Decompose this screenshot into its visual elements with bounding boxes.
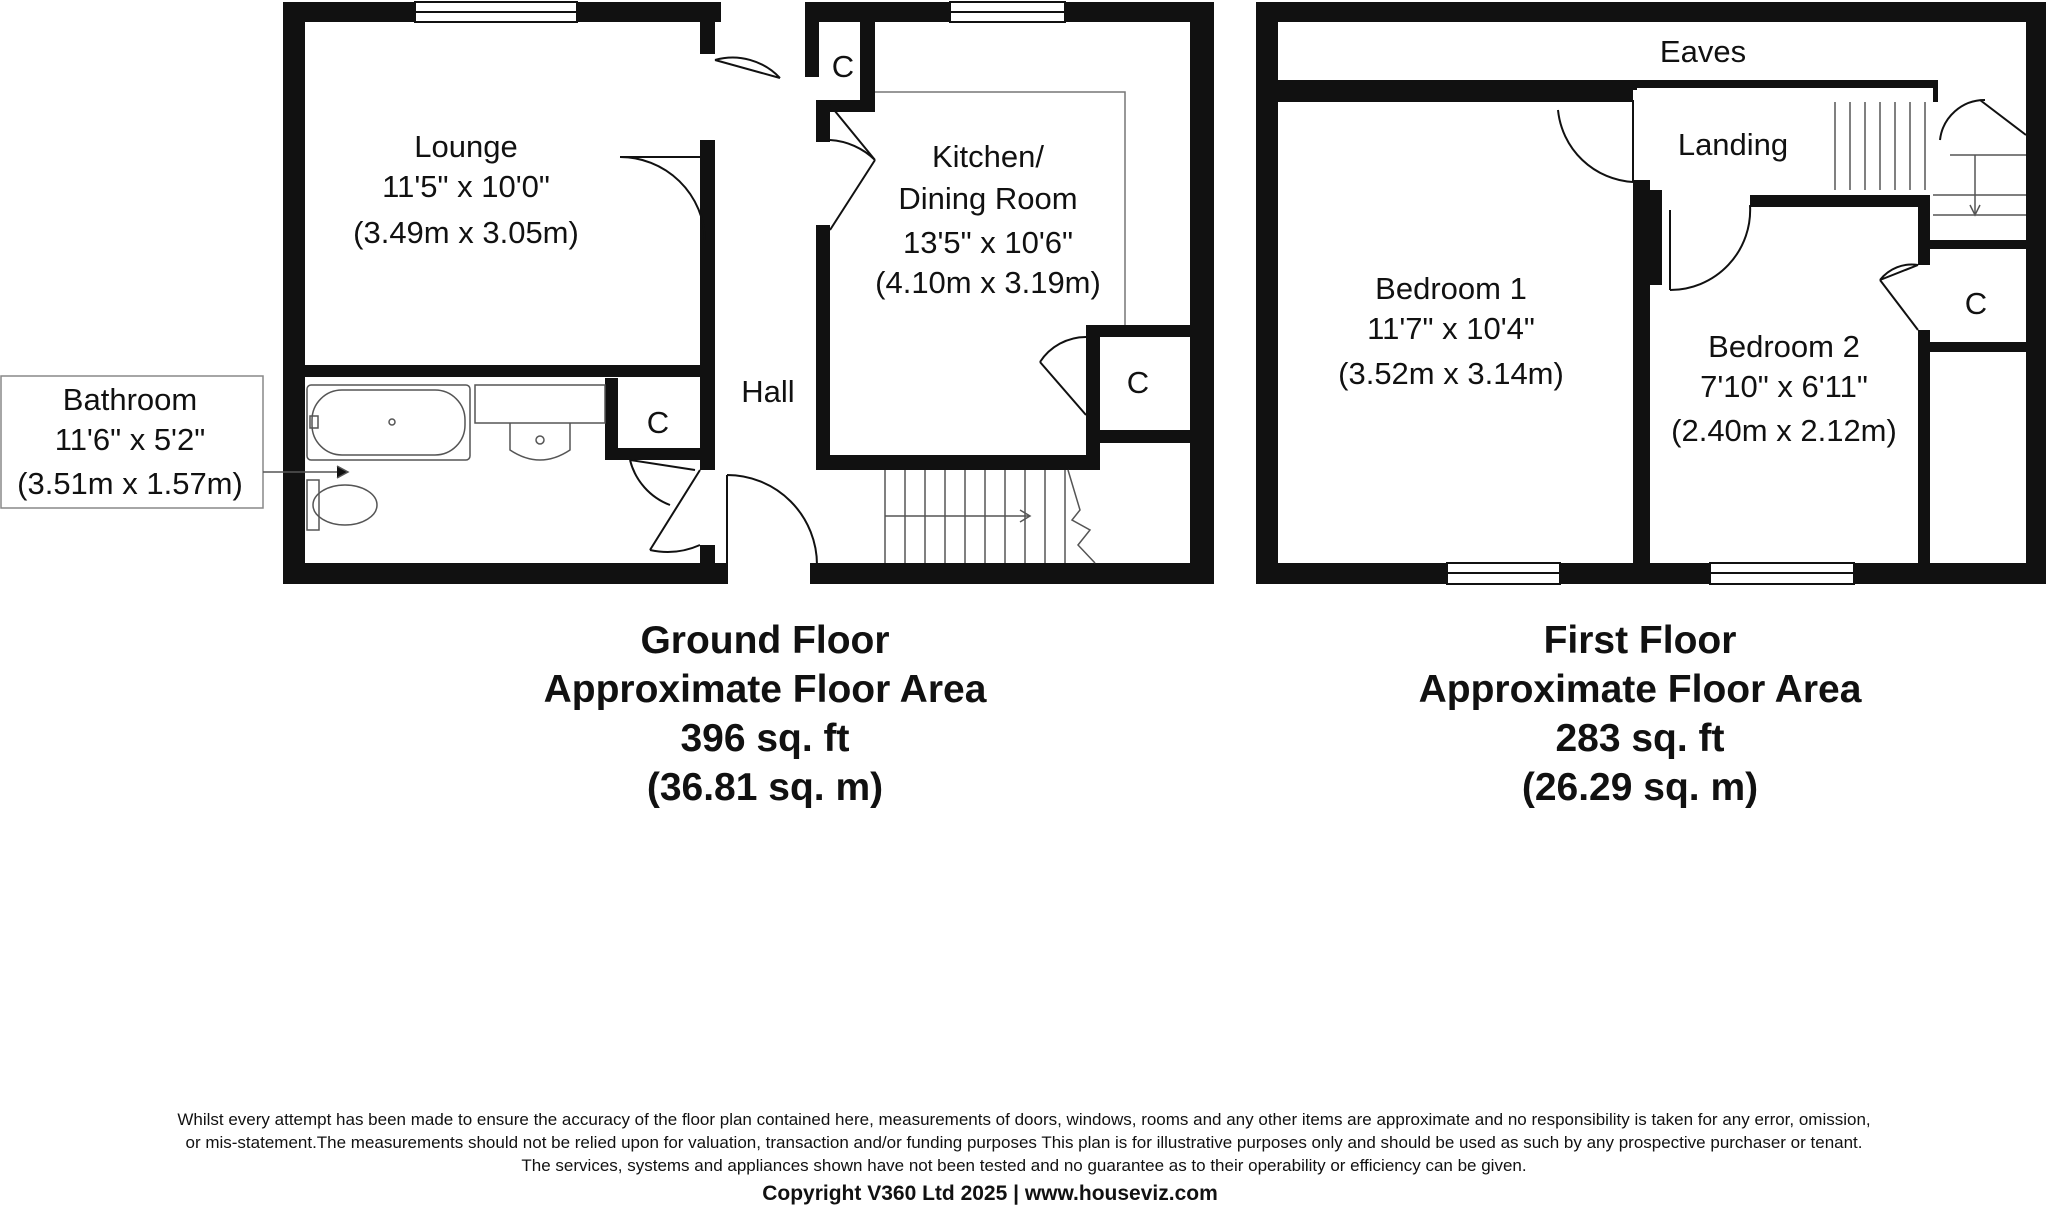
hall-name: Hall	[741, 374, 795, 409]
ground-floor-subtitle: Approximate Floor Area	[543, 668, 987, 711]
bedroom2-metric: (2.40m x 2.12m)	[1671, 413, 1897, 448]
copyright-notice: Copyright V360 Ltd 2025 | www.houseviz.com	[762, 1182, 1218, 1205]
landing-name: Landing	[1677, 127, 1789, 162]
bathroom-imperial: 11'6" x 5'2"	[54, 422, 206, 457]
ground-floor-area-metric: (36.81 sq. m)	[646, 766, 884, 809]
lounge-name: Lounge	[414, 129, 518, 164]
first-floor-area-imperial: 283 sq. ft	[1555, 717, 1725, 760]
ground-floor-stairs	[885, 470, 1095, 563]
ground-floor-caption	[465, 616, 1065, 812]
first-floor-title: First Floor	[1543, 619, 1737, 662]
bathroom-fixtures	[305, 385, 605, 530]
cupboard-label-first-floor: C	[1964, 286, 1988, 321]
bathroom-metric: (3.51m x 1.57m)	[17, 466, 243, 501]
lounge-imperial: 11'5" x 10'0"	[382, 169, 550, 204]
bedroom1-metric: (3.52m x 3.14m)	[1338, 356, 1564, 391]
disclaimer	[0, 1108, 2048, 1177]
ground-floor-area-imperial: 396 sq. ft	[680, 717, 850, 760]
first-floor-subtitle: Approximate Floor Area	[1418, 668, 1862, 711]
cupboard-label-bathroom: C	[646, 405, 670, 440]
first-floor-area-metric: (26.29 sq. m)	[1521, 766, 1759, 809]
kitchen-imperial: 13'5" x 10'6"	[902, 225, 1074, 260]
eaves-name: Eaves	[1659, 34, 1747, 69]
cupboard-label-hall: C	[831, 49, 855, 84]
disclaimer-line-3: The services, systems and appliances shown have not been tested and no guarantee as to their operability or efficiency can be given.	[521, 1156, 1527, 1175]
ground-floor-title: Ground Floor	[640, 619, 890, 662]
kitchen-name-line1: Kitchen/	[931, 139, 1045, 174]
first-floor-plan	[1256, 2, 2046, 584]
bedroom2-name: Bedroom 2	[1708, 329, 1860, 364]
ground-floor-plan	[1, 2, 1214, 584]
bedroom1-imperial: 11'7" x 10'4"	[1367, 311, 1535, 346]
disclaimer-line-1: Whilst every attempt has been made to ensure the accuracy of the floor plan contained here, measurements of doors, windows, rooms and any other items are approximate and no responsibility is taken for any error, omission,	[177, 1110, 1871, 1129]
bathroom-name: Bathroom	[62, 382, 198, 417]
disclaimer-line-2: or mis-statement.The measurements should not be relied upon for valuation, transaction and/or funding purposes This plan is for illustrative purposes only and should be used as such by any prospective purchaser or tenant.	[185, 1133, 1863, 1152]
bedroom2-imperial: 7'10" x 6'11"	[1700, 369, 1868, 404]
kitchen-metric: (4.10m x 3.19m)	[875, 265, 1101, 300]
cupboard-label-kitchen: C	[1126, 365, 1150, 400]
lounge-metric: (3.49m x 3.05m)	[353, 215, 579, 250]
bedroom1-name: Bedroom 1	[1375, 271, 1527, 306]
kitchen-name-line2: Dining Room	[898, 181, 1078, 216]
ground-floor-labels	[17, 49, 1149, 501]
ground-floor-doors	[620, 58, 1086, 565]
first-floor-caption	[1340, 616, 1940, 812]
